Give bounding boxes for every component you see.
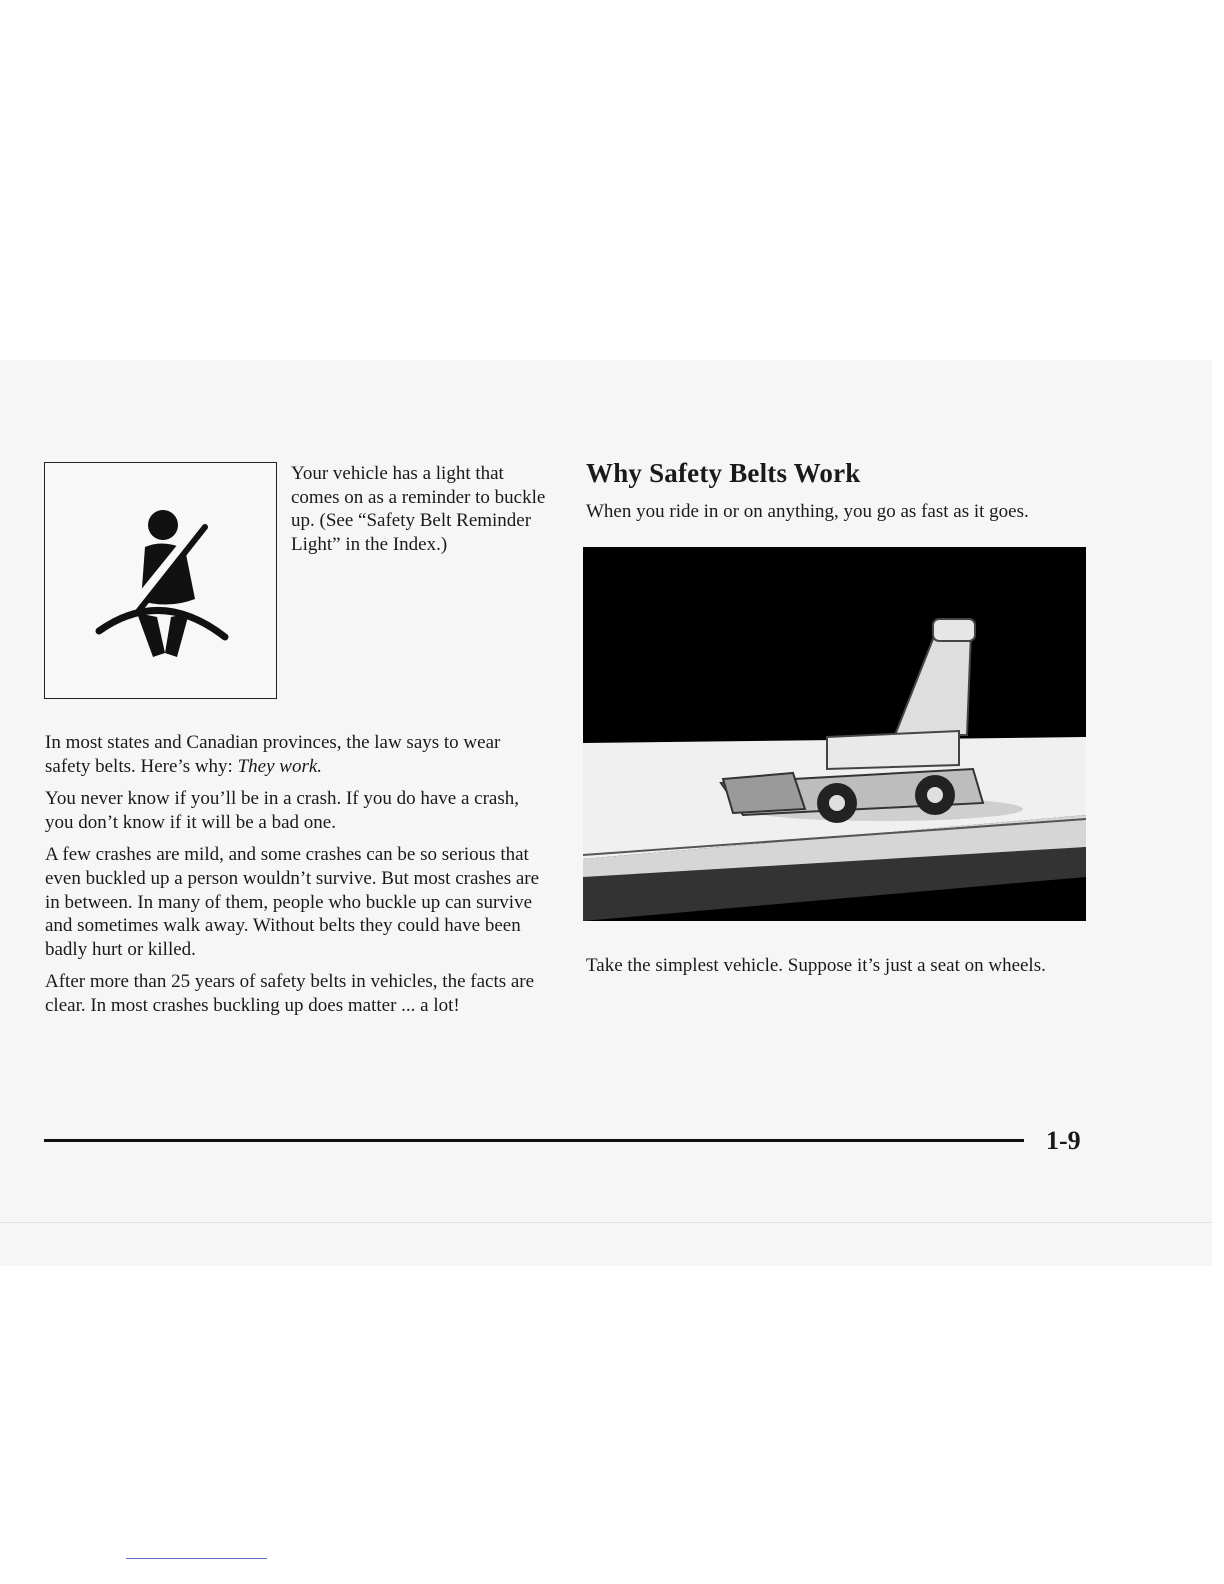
severity-paragraph: A few crashes are mild, and some crashes can be so serious that even buckled up a person wouldn’t survive. But most crashes are in between. In many of them, people who buckle up can survive and sometimes walk away. Without belts they could have been badly hurt or killed. bbox=[45, 844, 540, 960]
seat-on-wheels-image bbox=[583, 547, 1086, 921]
intro-paragraph: When you ride in or on anything, you go as fast as it goes. bbox=[586, 501, 1029, 522]
law-paragraph-emphasis: They work. bbox=[237, 755, 323, 777]
seat-on-wheels-illustration bbox=[583, 547, 1086, 921]
scan-edge-line bbox=[0, 1222, 1212, 1223]
crash-paragraph: You never know if you’ll be in a crash. If you do have a crash, you don’t know if it will be a bad one. bbox=[45, 788, 519, 833]
section-heading: Why Safety Belts Work bbox=[586, 458, 861, 488]
page-number: 1-9 bbox=[1046, 1126, 1081, 1155]
facts-paragraph: After more than 25 years of safety belts in vehicles, the facts are clear. In most crashes buckling up does matter ... a lot! bbox=[45, 971, 535, 1016]
illustration-caption: Take the simplest vehicle. Suppose it’s just a seat on wheels. bbox=[586, 955, 1046, 976]
law-paragraph-text: In most states and Canadian provinces, the law says to wear safety belts. Here’s why: bbox=[45, 732, 501, 777]
reminder-light-text: Your vehicle has a light that comes on as a reminder to buckle up. (See “Safety Belt Reminder Light” in the Index.) bbox=[291, 463, 546, 555]
left-column bbox=[45, 731, 545, 1027]
link-underline-artifact bbox=[126, 1558, 267, 1559]
footer-rule bbox=[44, 1139, 1024, 1142]
seatbelt-icon-panel bbox=[44, 462, 277, 699]
law-paragraph bbox=[45, 731, 545, 778]
seatbelt-reminder-icon bbox=[45, 463, 278, 700]
